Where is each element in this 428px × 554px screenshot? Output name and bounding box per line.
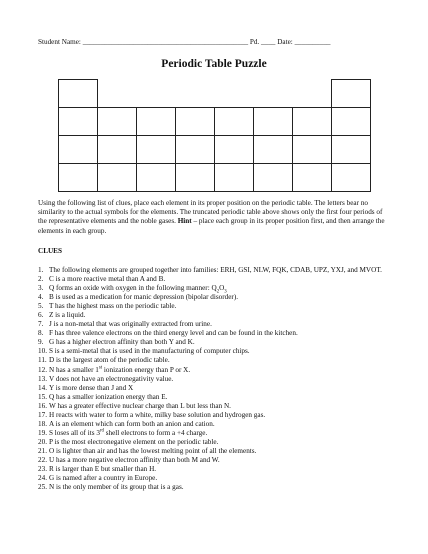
clue-item [38, 456, 393, 465]
student-info-line [38, 38, 390, 46]
clue-text [49, 320, 393, 329]
clue-text-part: A is an element which can form both an anion and cation. [49, 419, 215, 428]
clue-text-part: S is a semi-metal that is used in the manufacturing of computer chips. [49, 347, 250, 356]
clue-text [49, 366, 393, 375]
element-cell-r2-c4[interactable] [175, 107, 215, 136]
clue-item [38, 420, 393, 429]
clue-item [38, 474, 393, 483]
element-cell-r2-c8[interactable] [331, 107, 371, 136]
clue-text-part: F has three valence electrons on the third energy level and can be found in the kitchen. [49, 329, 298, 338]
clue-text-part: O is lighter than air and has the lowest melting point of all the elements. [49, 446, 257, 455]
clue-text [49, 293, 393, 302]
clue-number: 13. [38, 374, 47, 383]
period-blank[interactable]: ____ [261, 38, 276, 46]
element-cell-r2-c6[interactable] [253, 107, 293, 136]
clue-text [49, 329, 393, 338]
clue-text-part: N has a smaller 1 [49, 365, 99, 374]
superscript: st [98, 365, 103, 371]
clue-item [38, 483, 393, 492]
clue-text [49, 474, 393, 483]
element-cell-r3-c3[interactable] [136, 135, 176, 164]
clue-number: 9. [38, 338, 44, 347]
clue-text [49, 447, 393, 456]
clue-number: 8. [38, 329, 44, 338]
element-cell-r2-c7[interactable] [292, 107, 332, 136]
element-cell-r3-c5[interactable] [214, 135, 254, 164]
element-cell-r2-c3[interactable] [136, 107, 176, 136]
clue-text [49, 483, 393, 492]
clue-text-part: N is the only member of its group that is a gas. [49, 483, 184, 492]
clue-text-part: Q forms an oxide with oxygen in the following manner: Q [49, 284, 217, 293]
subscript: 2 [216, 289, 220, 295]
clue-text [49, 311, 393, 320]
clue-text [49, 284, 393, 293]
element-cell-r2-c2[interactable] [97, 107, 137, 136]
clue-item [38, 311, 393, 320]
clue-text-part: G has a higher electron affinity than both Y and K. [49, 338, 195, 347]
instructions-paragraph [38, 199, 391, 236]
clue-number: 10. [38, 347, 47, 356]
clue-text-part: H reacts with water to form a white, milky base solution and hydrogen gas. [49, 410, 266, 419]
clue-number: 12. [38, 365, 47, 374]
clue-text-part: Q has a smaller ionization energy than E. [49, 392, 168, 401]
clue-number: 24. [38, 474, 47, 483]
clue-item [38, 366, 393, 375]
clue-number: 16. [38, 401, 47, 410]
page-title: Periodic Table Puzzle [161, 58, 267, 70]
clue-text-part: U has a more negative electron affinity than both M and W. [49, 455, 220, 464]
clue-number: 18. [38, 419, 47, 428]
clue-text-part: G is named after a country in Europe. [49, 474, 158, 483]
subscript: 3 [224, 289, 227, 295]
clue-text [49, 411, 393, 420]
clue-number: 21. [38, 446, 47, 455]
clue-text [49, 347, 393, 356]
clue-text [49, 465, 393, 474]
clue-item [38, 375, 393, 384]
element-cell-r2-c1[interactable] [58, 107, 98, 136]
element-cell-r4-c4[interactable] [175, 163, 215, 192]
clue-number: 2. [38, 275, 44, 284]
element-cell-r4-c6[interactable] [253, 163, 293, 192]
clue-item [38, 293, 393, 302]
clue-text-part: J is a non-metal that was originally extracted from urine. [49, 320, 212, 329]
clue-item [38, 465, 393, 474]
hint-label: Hint [177, 217, 192, 226]
clue-text [49, 384, 393, 393]
element-cell-r3-c7[interactable] [292, 135, 332, 164]
clue-text-part: Y is more dense than J and X [49, 383, 134, 392]
clue-number: 14. [38, 383, 47, 392]
clue-text-part: V does not have an electronegativity value. [49, 374, 174, 383]
clue-text-part: D is the largest atom of the periodic table. [49, 356, 170, 365]
hint-text: – place each group in its proper position first, and then arrange the elements in each group. [38, 217, 385, 235]
clue-text-part: The following elements are grouped together into families: ERH, GSI, NLW, FQK, CDAB, UPZ, YXJ, and MVOT. [49, 266, 382, 274]
element-cell-r3-c2[interactable] [97, 135, 137, 164]
clue-item [38, 411, 393, 420]
clue-item [38, 284, 393, 293]
clue-item [38, 384, 393, 393]
clue-item [38, 338, 393, 347]
clue-text [49, 438, 393, 447]
clue-text-part: S loses all of its 3 [49, 428, 100, 437]
clue-number: 6. [38, 311, 44, 320]
clue-text [49, 338, 393, 347]
clue-number: 17. [38, 410, 47, 419]
clue-text-part: shell electrons to form a +4 charge. [103, 428, 208, 437]
clue-number: 23. [38, 465, 47, 474]
clue-text [49, 429, 393, 438]
clue-text [49, 275, 393, 284]
superscript: rd [99, 428, 104, 434]
clue-text [49, 393, 393, 402]
clue-text-part: R is larger than E but smaller than H. [49, 465, 157, 474]
clue-number: 19. [38, 428, 47, 437]
clue-text [49, 266, 393, 275]
clue-text [49, 402, 393, 411]
element-cell-r2-c5[interactable] [214, 107, 254, 136]
clue-number: 25. [38, 483, 47, 492]
clue-item [38, 356, 393, 365]
element-cell-r1-c8[interactable] [331, 79, 371, 108]
date-label: Date: [277, 38, 293, 46]
clue-number: 11. [38, 356, 47, 365]
student-name-blank[interactable]: ______________________________________________ [82, 38, 249, 46]
date-blank[interactable]: __________ [294, 38, 331, 46]
element-cell-r4-c7[interactable] [292, 163, 332, 192]
clue-text-part: W has a greater effective nuclear charge than L but less than N. [49, 401, 231, 410]
clue-item [38, 429, 393, 438]
clue-item [38, 447, 393, 456]
element-cell-r3-c8[interactable] [331, 135, 371, 164]
clue-text-part: Z is a liquid. [49, 311, 86, 320]
element-cell-r3-c4[interactable] [175, 135, 215, 164]
element-cell-r1-c1[interactable] [58, 79, 98, 108]
element-cell-r3-c6[interactable] [253, 135, 293, 164]
clue-item [38, 438, 393, 447]
element-cell-r4-c1[interactable] [58, 163, 98, 192]
period-label: Pd. [249, 38, 260, 46]
clue-text-part: P is the most electronegative element on the periodic table. [49, 437, 219, 446]
clue-item [38, 347, 393, 356]
clue-number: 5. [38, 302, 44, 311]
clues-list [38, 266, 393, 492]
clue-text-part: ionization energy than P or X. [102, 365, 191, 374]
clue-text [49, 375, 393, 384]
clue-item [38, 266, 393, 275]
clue-text-part: O [219, 284, 225, 293]
clue-item [38, 402, 393, 411]
clue-item [38, 320, 393, 329]
student-name-label: Student Name: [38, 38, 81, 46]
clue-item [38, 329, 393, 338]
element-cell-r4-c3[interactable] [136, 163, 176, 192]
clue-text [49, 302, 393, 311]
clue-item [38, 393, 393, 402]
clue-number: 7. [38, 320, 44, 329]
clues-heading: CLUES [38, 247, 62, 255]
element-cell-r4-c2[interactable] [97, 163, 137, 192]
clue-text-part: C is a more reactive metal than A and B. [49, 275, 166, 284]
clue-text-part: B is used as a medication for manic depression (bipolar disorder). [49, 293, 239, 302]
element-cell-r3-c1[interactable] [58, 135, 98, 164]
clue-text-part: T has the highest mass on the periodic table. [49, 302, 177, 311]
clue-item [38, 302, 393, 311]
clue-number: 3. [38, 284, 44, 293]
clue-item [38, 275, 393, 284]
clue-number: 22. [38, 455, 47, 464]
element-cell-r4-c5[interactable] [214, 163, 254, 192]
clue-number: 4. [38, 293, 44, 302]
clue-number: 20. [38, 437, 47, 446]
clue-number: 1. [38, 266, 44, 274]
clue-text [49, 456, 393, 465]
element-cell-r4-c8[interactable] [331, 163, 371, 192]
instructions-text: Using the following list of clues, place each element in its proper position on the periodic table. The letters bear no similarity to the actual symbols for the elements. The truncated periodic table above shows only the first four periods of the representative elements and the noble gases. [38, 199, 383, 226]
clue-number: 15. [38, 392, 47, 401]
